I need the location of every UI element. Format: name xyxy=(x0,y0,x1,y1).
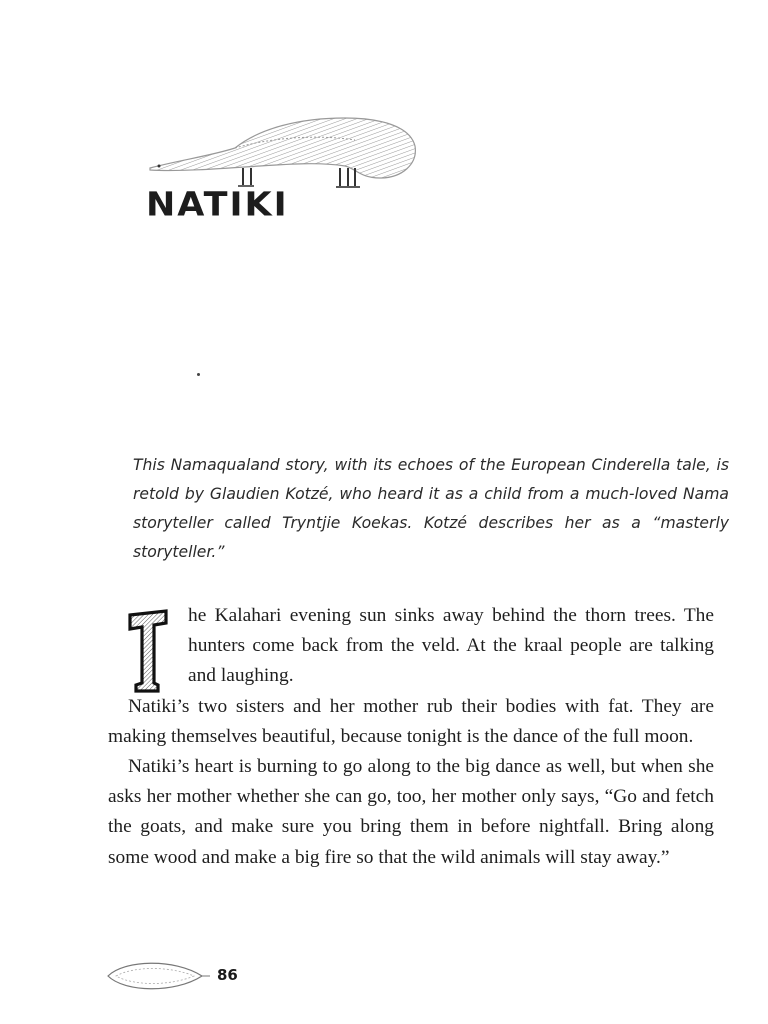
story-body xyxy=(108,601,714,873)
intro-text: This Namaqualand story, with its echoes of the European Cinderella tale, is retold by Glaudien Kotzé, who heard it as a child from a much-loved Nama storyteller called Tryntjie Koekas. Kotzé describes her as a “masterly storyteller.” xyxy=(133,456,729,561)
story-paragraph-2: Natiki’s two sisters and her mother rub their bodies with fat. They are making themselves beautiful, because tonight is the dance of the full moon. xyxy=(108,695,714,747)
seed-ornament-icon xyxy=(104,956,212,996)
lizard-illustration xyxy=(140,108,425,194)
chapter-title: NATIKI xyxy=(146,186,289,224)
story-paragraph-1: he Kalahari evening sun sinks away behind the thorn trees. The hunters come back from the veld. At the kraal people are talking and laughing. xyxy=(188,605,714,687)
drop-cap-block xyxy=(108,601,714,692)
intro-paragraph xyxy=(133,451,729,567)
svg-text:T: T xyxy=(147,669,149,670)
page-number: 86 xyxy=(217,966,238,984)
story-paragraph-3: Natiki’s heart is burning to go along to the big dance as well, but when she asks her mother whether she can go, too, her mother only says, “Go and fetch the goats, and make sure you bring them in before nightfall. Bring along some wood and make a big fire so that the wild animals will stay away.” xyxy=(108,756,714,868)
page-speck xyxy=(197,373,200,376)
drop-cap-letter xyxy=(128,609,168,693)
